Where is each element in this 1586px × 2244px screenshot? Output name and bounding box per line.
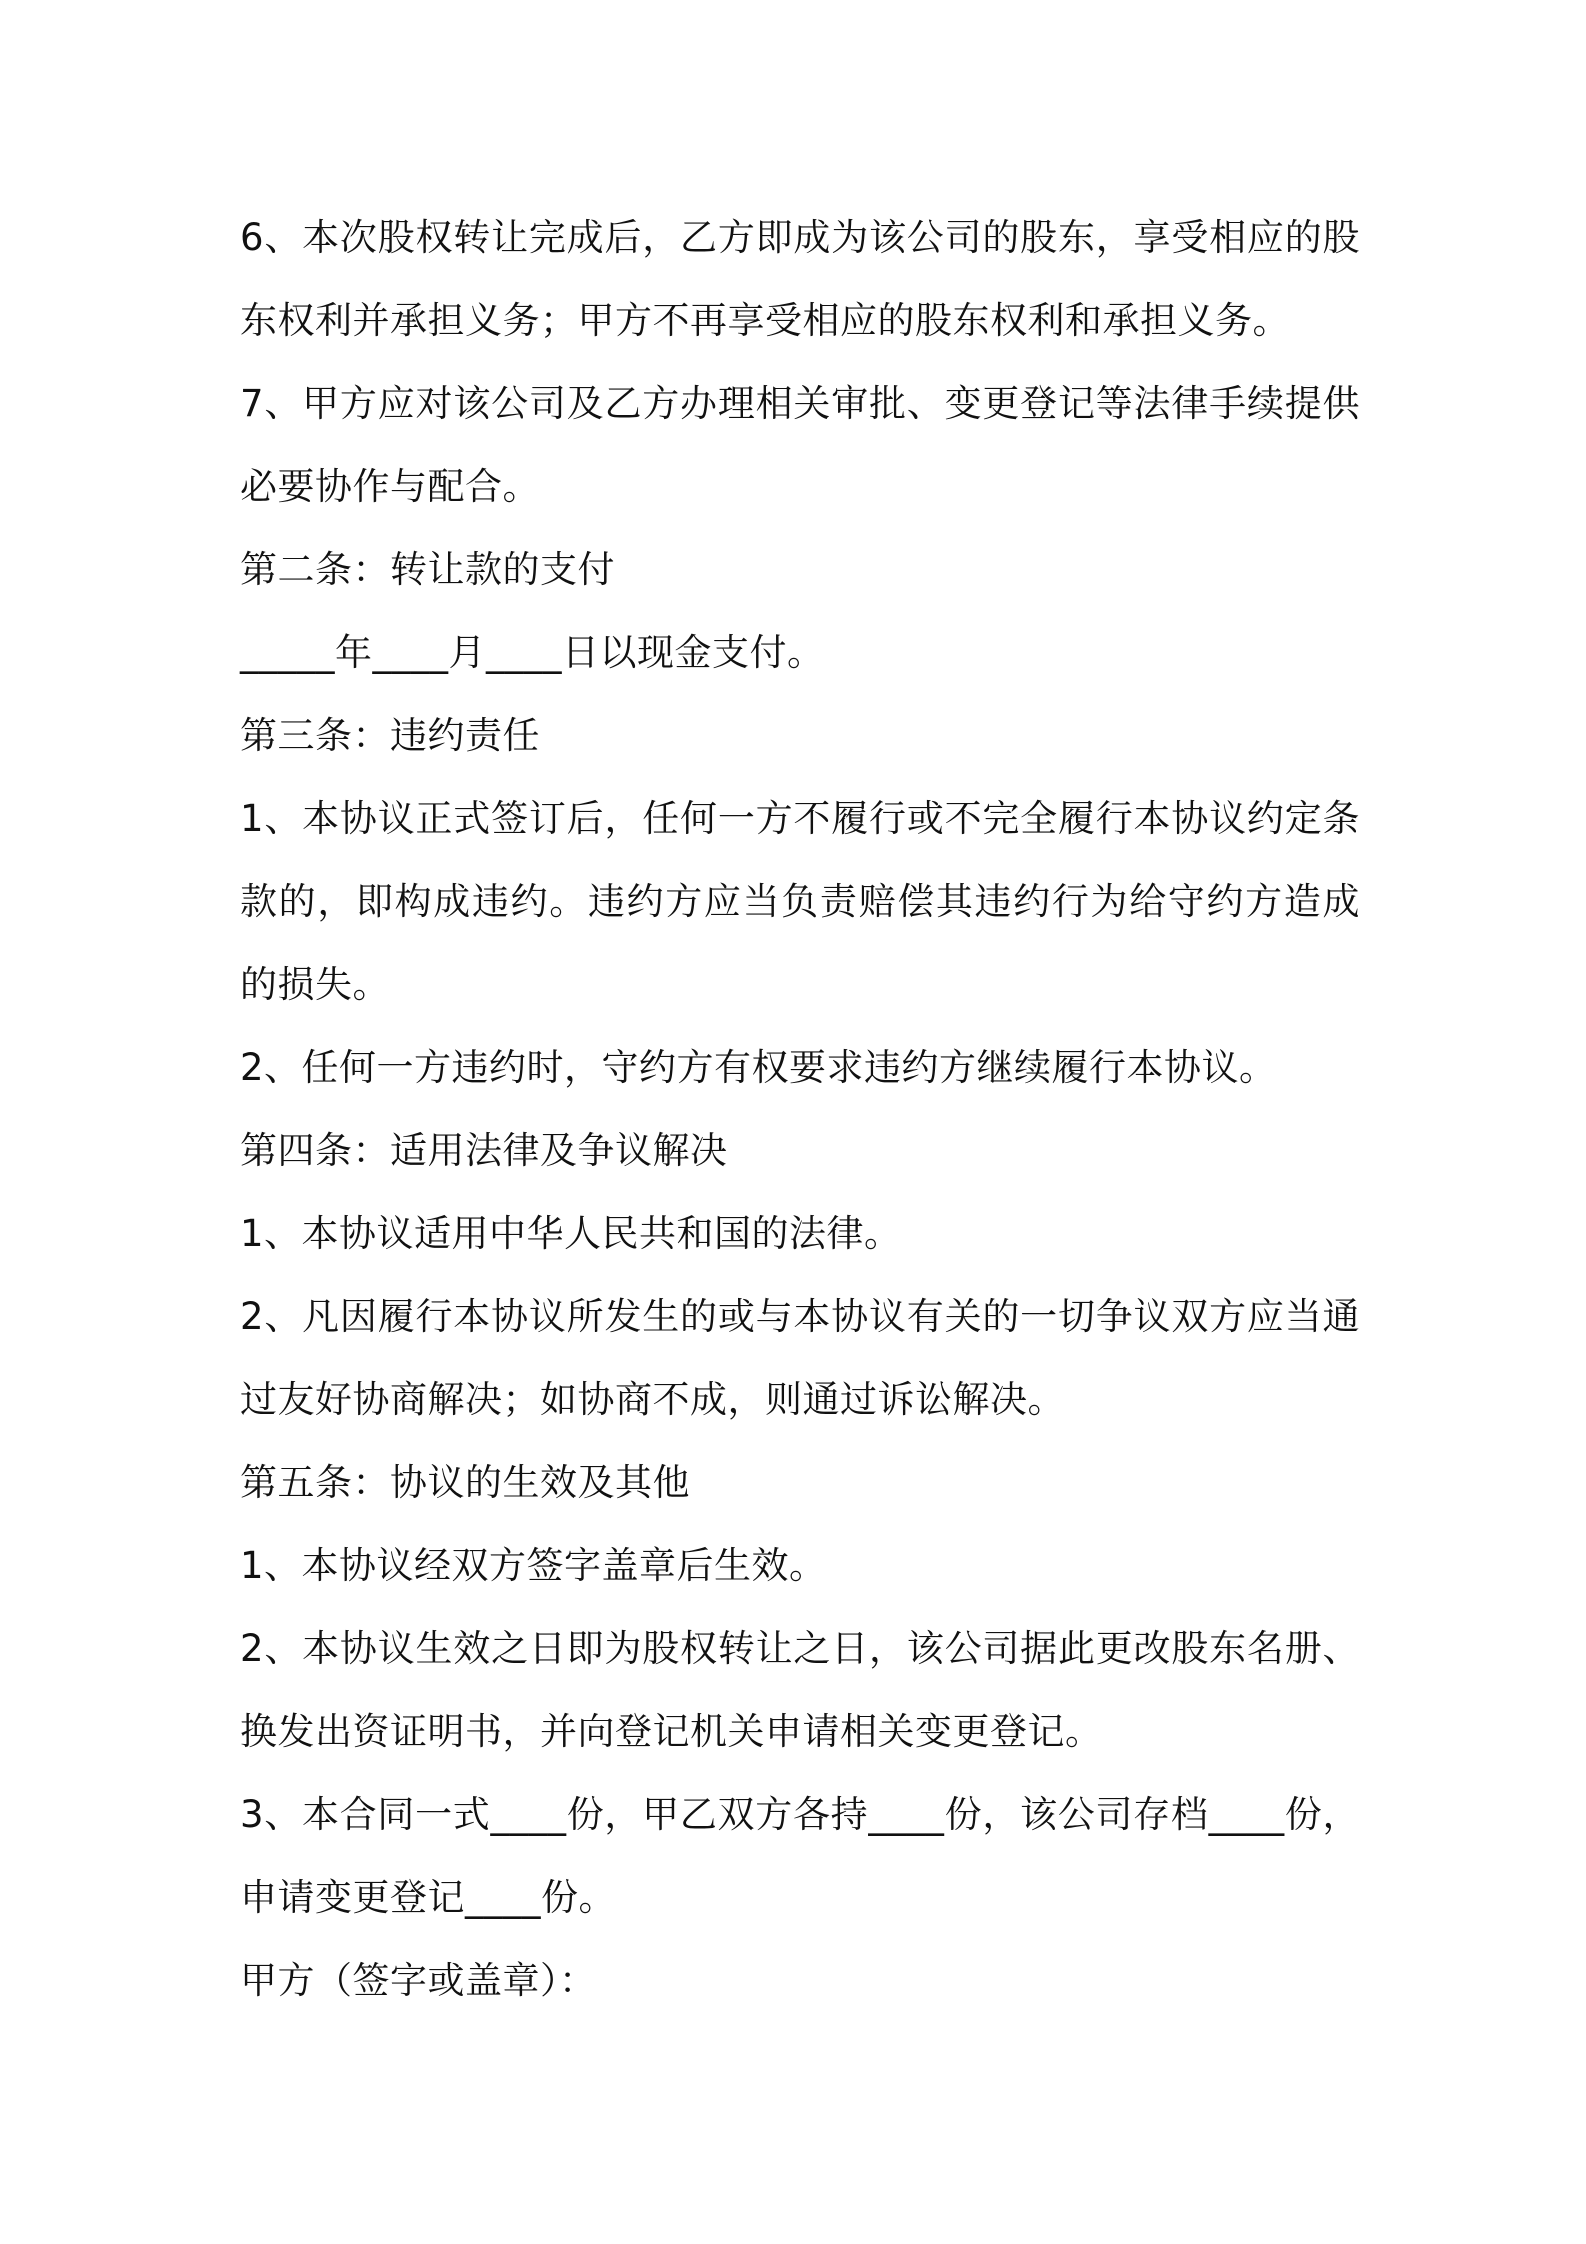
effectiveness-clause-1: 1、本协议经双方签字盖章后生效。 [240, 1544, 827, 1587]
clause-7-party-a-cooperation: 7、甲方应对该公司及乙方办理相关审批、变更登记等法律手续提供必要协作与配合。 [240, 382, 1360, 508]
breach-clause-1: 1、本协议正式签订后，任何一方不履行或不完全履行本协议约定条款的，即构成违约。违约方应当负责赔偿其违约行为给守约方造成的损失。 [240, 797, 1360, 1006]
document-body [240, 196, 1360, 2022]
payment-date-line: _____年____月____日以现金支付。 [240, 631, 825, 674]
governing-law-clause-1: 1、本协议适用中华人民共和国的法律。 [240, 1212, 902, 1255]
party-a-signature-line: 甲方（签字或盖章）： [240, 1959, 597, 2002]
dispute-resolution-clause-2: 2、凡因履行本协议所发生的或与本协议有关的一切争议双方应当通过友好协商解决；如协商不成，则通过诉讼解决。 [240, 1295, 1360, 1421]
clause-6-share-transfer-completion: 6、本次股权转让完成后，乙方即成为该公司的股东，享受相应的股东权利并承担义务；甲方不再享受相应的股东权利和承担义务。 [240, 216, 1360, 342]
article-2-heading: 第二条：转让款的支付 [240, 548, 615, 591]
article-3-heading: 第三条：违约责任 [240, 714, 540, 757]
effectiveness-clause-2: 2、本协议生效之日即为股权转让之日，该公司据此更改股东名册、换发出资证明书，并向登记机关申请相关变更登记。 [240, 1627, 1360, 1753]
article-5-heading: 第五条：协议的生效及其他 [240, 1461, 690, 1504]
breach-clause-2: 2、任何一方违约时，守约方有权要求违约方继续履行本协议。 [240, 1046, 1277, 1089]
article-4-heading: 第四条：适用法律及争议解决 [240, 1129, 728, 1172]
copies-clause-3: 3、本合同一式____份，甲乙双方各持____份，该公司存档____份，申请变更登记____份。 [240, 1793, 1360, 1919]
